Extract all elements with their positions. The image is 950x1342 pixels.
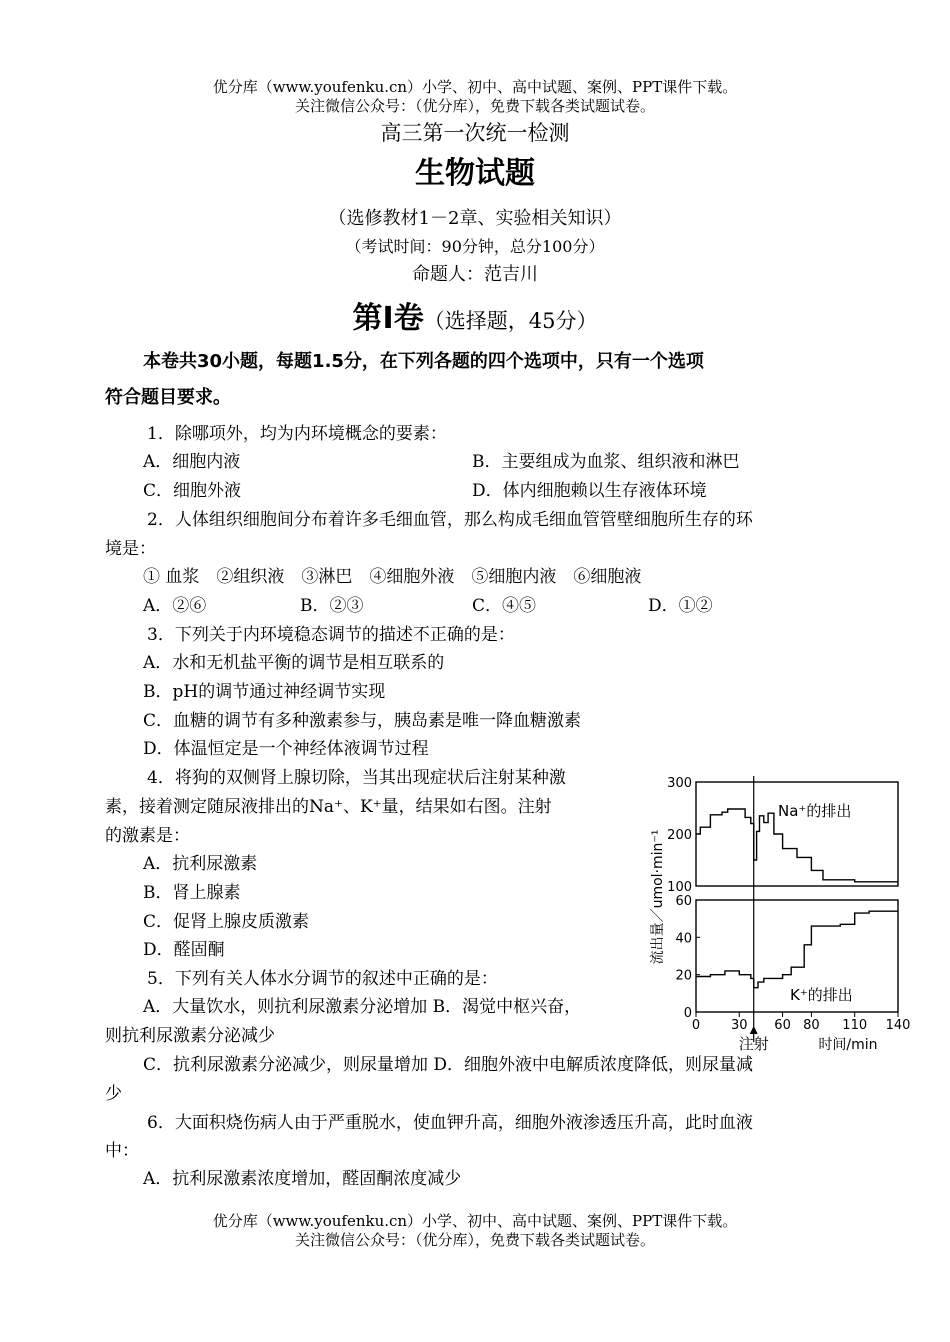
y-tick-label: 300 (667, 776, 692, 791)
section-desc: （选择题，45分） (423, 309, 598, 333)
y-tick-label: 200 (667, 828, 692, 843)
q3-stem: 3．下列关于内环境稳态调节的描述不正确的是： (147, 625, 515, 645)
q1-stem: 1．除哪项外，均为内环境概念的要素： (147, 424, 447, 444)
q2-items: ① 血浆 ②组织液 ③淋巴 ④细胞外液 ⑤细胞内液 ⑥细胞液 (143, 567, 642, 587)
q4-stem-line-3: 的激素是： (105, 826, 190, 846)
q6-stem-line-2: 中： (105, 1141, 139, 1161)
q4-option-a: A．抗利尿激素 (143, 854, 258, 874)
y-tick-label: 0 (683, 1006, 692, 1021)
section-name: 第Ⅰ卷 (352, 301, 424, 336)
x-axis-label: 时间/min (818, 1037, 878, 1053)
footer-line-2: 关注微信公众号：（优分库），免费下载各类试题试卷。 (294, 1231, 655, 1249)
q4-stem-line-1: 4．将狗的双侧肾上腺切除，当其出现症状后注射某种激 (147, 768, 566, 788)
x-tick-label: 140 (885, 1018, 911, 1033)
exam-author: 命题人：范吉川 (412, 264, 538, 285)
q5-options-cd-line-1: C．抗利尿激素分泌减少，则尿量增加 D．细胞外液中电解质浓度降低，则尿量减 (143, 1055, 754, 1075)
q2-option-d: D．①② (648, 596, 713, 616)
y-tick-label: 60 (675, 894, 692, 909)
q3-option-d: D．体温恒定是一个神经体液调节过程 (143, 739, 429, 759)
q3-option-a: A．水和无机盐平衡的调节是相互联系的 (143, 653, 445, 673)
q5-options-ab-line-2: 则抗利尿激素分泌减少 (105, 1026, 275, 1046)
x-tick-label: 60 (774, 1018, 791, 1033)
exam-title: 高三第一次统一检测 (380, 121, 570, 145)
data-series-line (696, 911, 898, 988)
q2-option-a: A．②⑥ (143, 596, 207, 616)
header-line-2: 关注微信公众号：（优分库），免费下载各类试题试卷。 (294, 97, 655, 115)
q2-stem-line-1: 2．人体组织细胞间分布着许多毛细血管，那么构成毛细血管管壁细胞所生存的环 (147, 510, 753, 530)
q4-option-d: D．醛固酮 (143, 940, 225, 960)
x-tick-label: 30 (731, 1018, 748, 1033)
exam-scope: （选修教材1－2章、实验相关知识） (328, 208, 622, 229)
panel-frame-1 (696, 782, 898, 886)
q5-stem: 5．下列有关人体水分调节的叙述中正确的是： (147, 969, 498, 989)
k-series-label: K⁺的排出 (790, 986, 853, 1004)
x-tick-label: 0 (691, 1018, 701, 1033)
q4-stem-line-2: 素，接着测定随尿液排出的Na⁺、K⁺量，结果如右图。注射 (105, 797, 552, 817)
exam-time: （考试时间：90分钟，总分100分） (345, 237, 605, 256)
x-tick-label: 80 (803, 1018, 820, 1033)
q2-option-c: C．④⑤ (472, 596, 537, 616)
x-tick-label: 110 (842, 1018, 868, 1033)
subject-title: 生物试题 (415, 156, 535, 191)
q1-option-c: C．细胞外液 (143, 481, 242, 501)
y-tick-label: 100 (667, 880, 692, 895)
section-intro-line-1: 本卷共30小题，每题1.5分，在下列各题的四个选项中，只有一个选项 (143, 351, 704, 372)
q4-option-c: C．促肾上腺皮质激素 (143, 912, 310, 932)
q6-option-a: A．抗利尿激素浓度增加，醛固酮浓度减少 (143, 1169, 462, 1189)
header-line-1: 优分库（www.youfenku.cn）小学、初中、高中试题、案例、PPT课件下载。 (212, 78, 738, 96)
q2-option-b: B．②③ (300, 596, 364, 616)
q5-options-ab-line-1: A．大量饮水，则抗利尿激素分泌增加 B．渴觉中枢兴奋， (143, 997, 582, 1017)
y-axis-label: 流出量／umol·min⁻¹ (650, 829, 666, 965)
footer-line-1: 优分库（www.youfenku.cn）小学、初中、高中试题、案例、PPT课件下载。 (212, 1212, 738, 1230)
section-intro-line-2: 符合题目要求。 (105, 387, 231, 408)
y-tick-label: 20 (675, 968, 692, 984)
q4-option-b: B．肾上腺素 (143, 883, 241, 903)
q3-option-b: B．pH的调节通过神经调节实现 (143, 682, 386, 702)
injection-arrow-icon (750, 1026, 758, 1034)
q1-option-d: D．体内细胞赖以生存液体环境 (472, 481, 707, 501)
y-tick-label: 40 (675, 931, 692, 947)
q1-option-b: B．主要组成为血浆、组织液和淋巴 (472, 452, 740, 472)
injection-label: 注射 (738, 1035, 769, 1053)
excretion-chart (640, 772, 912, 1056)
q1-option-a: A．细胞内液 (143, 452, 241, 472)
q3-option-c: C．血糖的调节有多种激素参与，胰岛素是唯一降血糖激素 (143, 711, 582, 731)
q5-options-cd-line-2: 少 (105, 1084, 122, 1104)
section-heading (0, 300, 950, 340)
q2-stem-line-2: 境是： (105, 539, 156, 559)
na-series-label: Na⁺的排出 (778, 802, 852, 820)
q6-stem-line-1: 6．大面积烧伤病人由于严重脱水，使血钾升高，细胞外液渗透压升高，此时血液 (147, 1113, 753, 1133)
